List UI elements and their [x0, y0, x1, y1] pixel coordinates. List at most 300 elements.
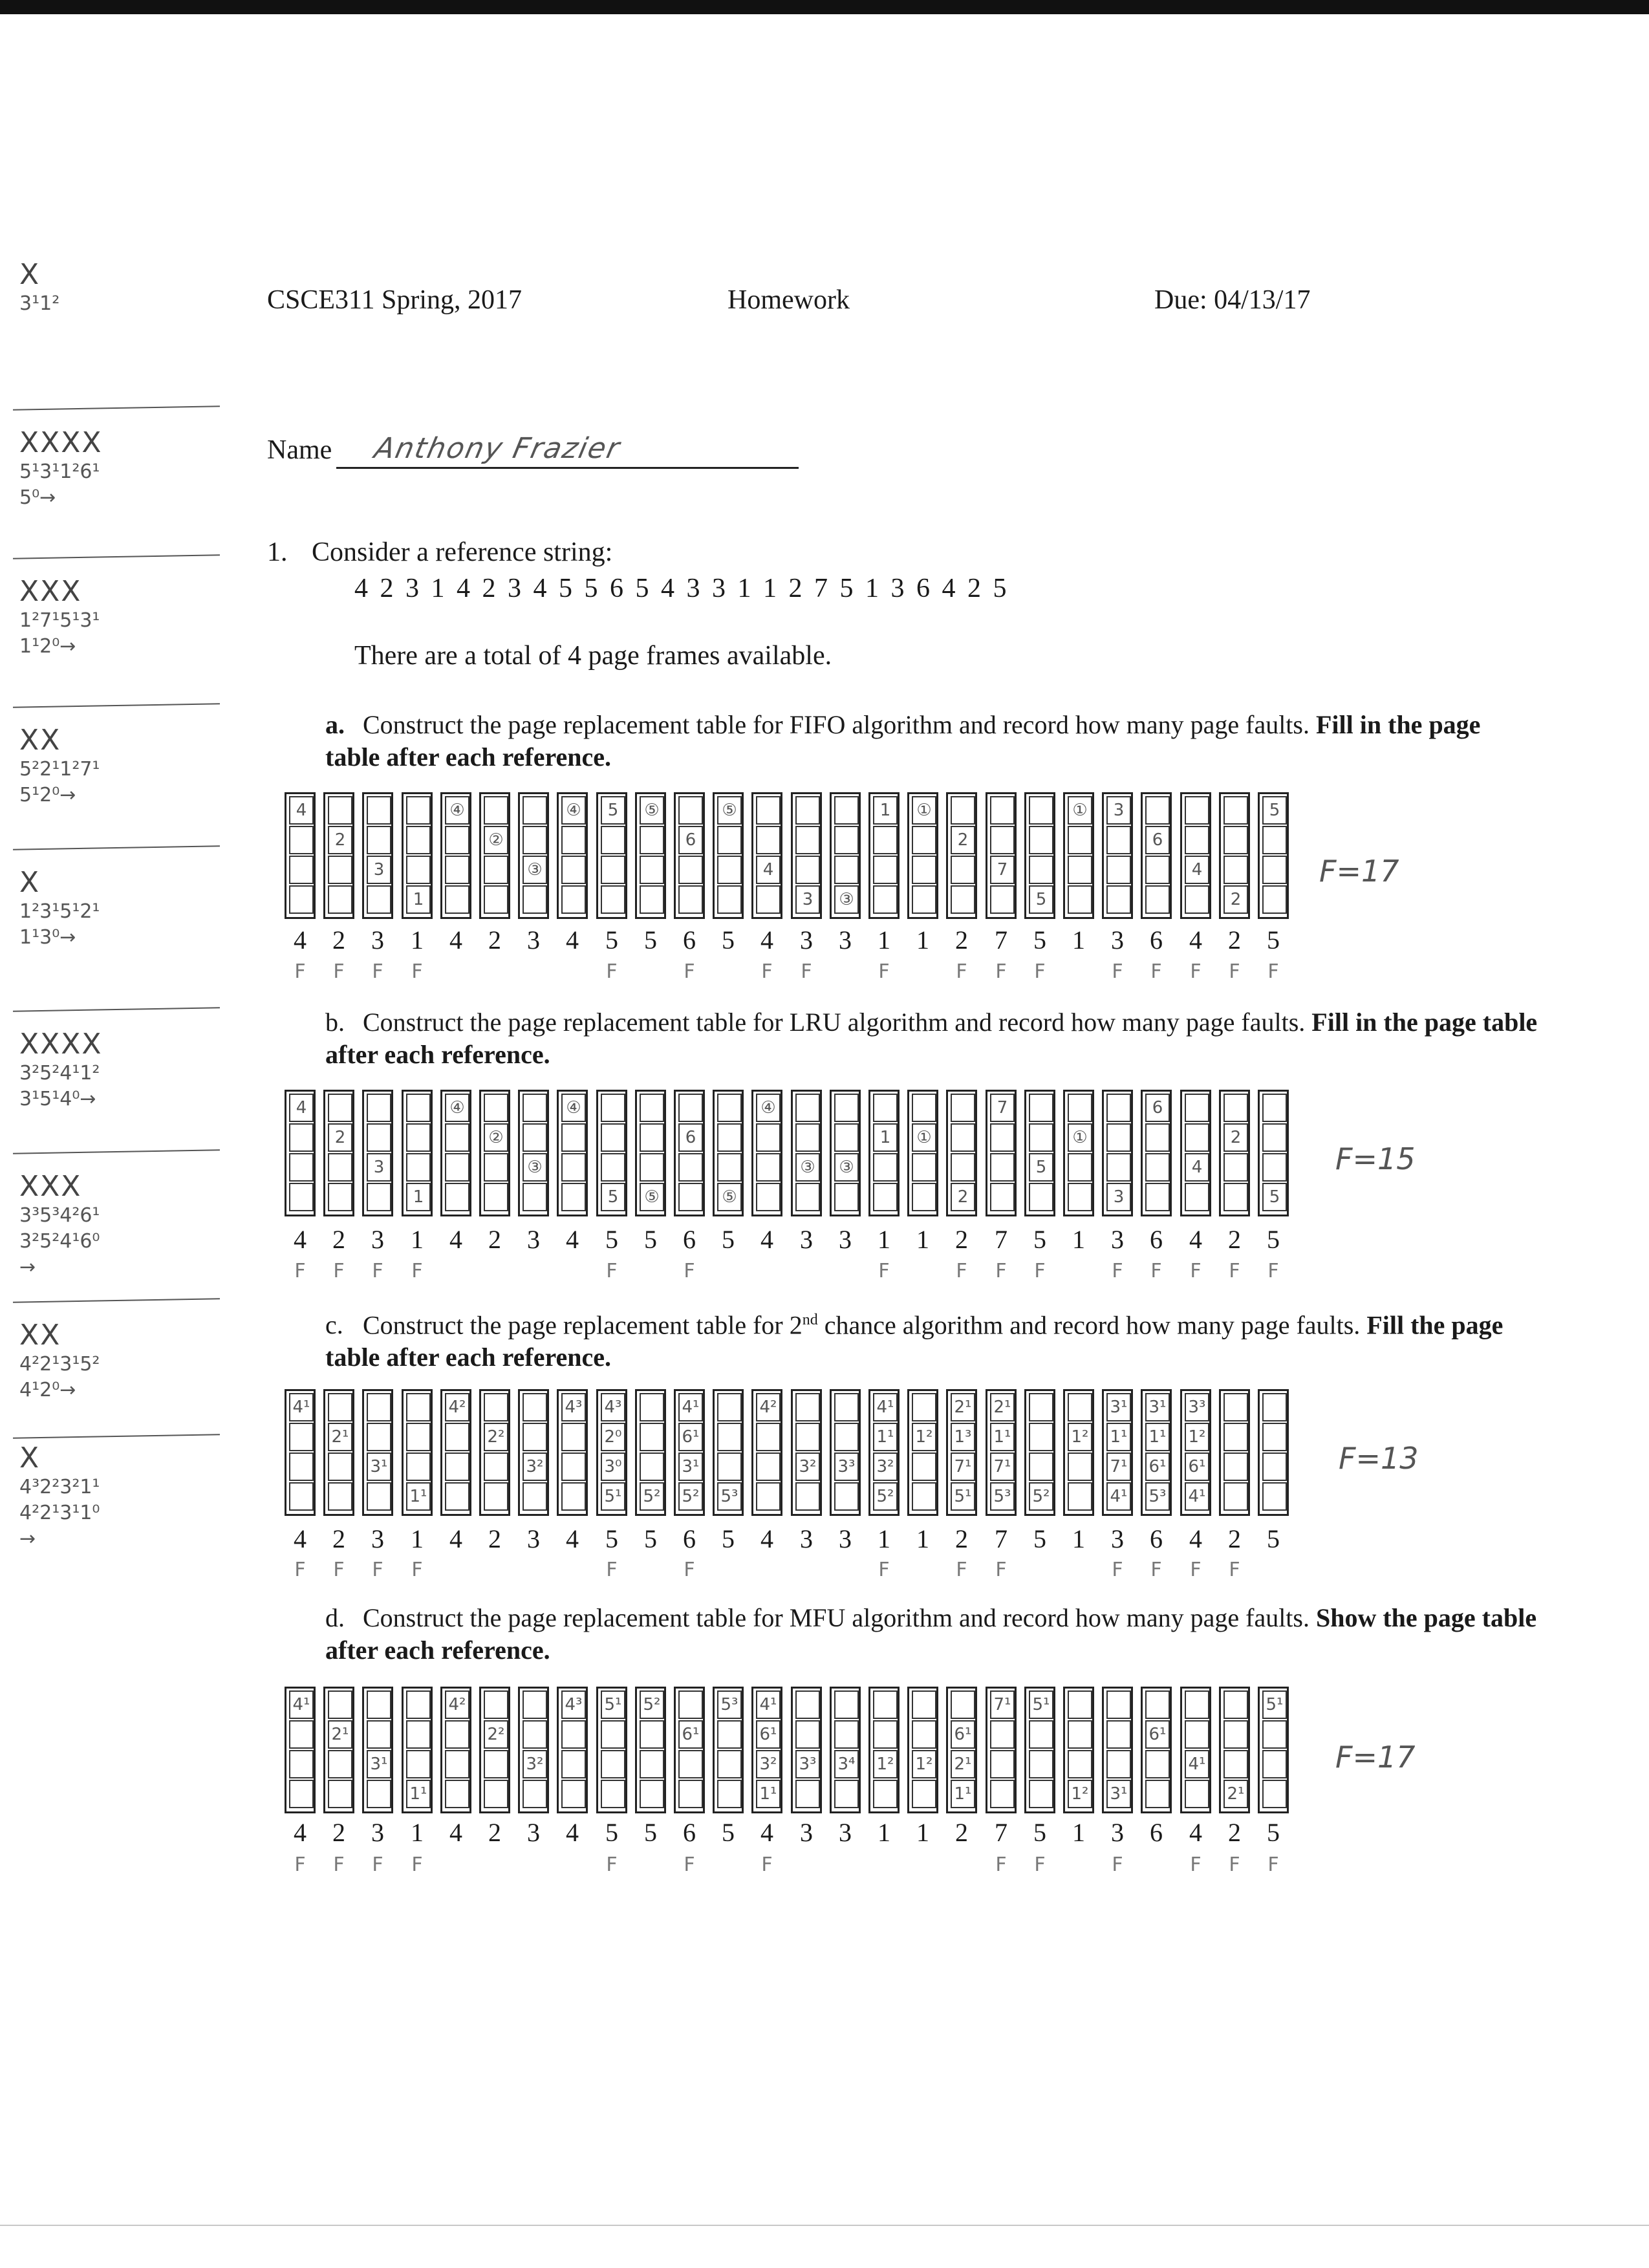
fault-mark: F — [761, 960, 773, 983]
page-table-column — [791, 1389, 822, 1516]
frame-cell — [406, 826, 431, 854]
frame-cell: 4¹ — [1185, 1750, 1209, 1778]
page-table-column — [402, 1090, 433, 1216]
frame-cell: 5² — [640, 1482, 664, 1511]
frame-cell — [1029, 1423, 1053, 1451]
frame-cell: 4¹ — [1106, 1482, 1131, 1511]
reference-number: 2 — [488, 925, 501, 955]
frame-cell — [1262, 1453, 1287, 1481]
frame-cell — [561, 1183, 586, 1211]
frame-cell — [873, 885, 898, 914]
page-table-column — [868, 1389, 900, 1516]
frame-cell — [990, 885, 1015, 914]
reference-number: 1 — [878, 1225, 890, 1254]
margin-divider — [13, 1007, 220, 1012]
reference-number: 1 — [1072, 1818, 1085, 1847]
page-table-column — [713, 1687, 744, 1813]
frame-cell — [1262, 1482, 1287, 1511]
page-table-column — [674, 1687, 705, 1813]
frame-cell — [1106, 856, 1131, 884]
fault-mark: F — [684, 1559, 695, 1581]
page-table-column — [1024, 792, 1055, 919]
frame-cell — [834, 1423, 859, 1451]
margin-divider — [13, 1149, 220, 1154]
margin-note — [19, 1028, 233, 1112]
frame-cell — [1145, 1123, 1170, 1152]
reference-number: 4 — [760, 1524, 773, 1553]
fault-mark: F — [1034, 1853, 1046, 1876]
frame-cell — [834, 1720, 859, 1749]
frame-cell — [795, 1482, 820, 1511]
frame-cell — [1068, 856, 1092, 884]
page-table-column — [1024, 1389, 1055, 1516]
frame-cell — [1145, 1690, 1170, 1719]
frame-cell: 5¹ — [601, 1690, 625, 1719]
frame-cell: 5 — [601, 1183, 625, 1211]
reference-number: 2 — [332, 1524, 345, 1553]
frame-cell — [1029, 1123, 1053, 1152]
page-table-column — [479, 1687, 510, 1813]
reference-number: 5 — [1267, 1225, 1280, 1254]
frame-cell — [367, 1094, 391, 1122]
reference-number: 4 — [1189, 1818, 1202, 1847]
fault-mark: F — [801, 960, 812, 983]
frame-cell — [717, 1750, 742, 1778]
frame-cell: 6 — [1145, 1094, 1170, 1122]
frame-cell: 2¹ — [990, 1393, 1015, 1421]
frame-cell: 4³ — [601, 1393, 625, 1421]
margin-divider — [13, 1434, 220, 1439]
page-table-column — [440, 1687, 471, 1813]
page-table-column — [946, 1389, 977, 1516]
frame-cell — [1029, 1780, 1053, 1808]
reference-number: 3 — [1111, 1225, 1124, 1254]
frame-cell — [873, 1690, 898, 1719]
page-table-column — [1102, 1687, 1133, 1813]
frame-cell: 3 — [367, 1153, 391, 1182]
margin-note-values: 3¹1² — [19, 292, 60, 315]
frame-cell — [795, 1690, 820, 1719]
reference-number: 5 — [1033, 1524, 1046, 1553]
frame-cell: 5¹ — [601, 1482, 625, 1511]
part-c-text: chance algorithm and record how many page faults. — [824, 1310, 1361, 1340]
fault-mark: F — [294, 1853, 306, 1876]
frame-cell — [328, 1780, 352, 1808]
page-table-column — [518, 1090, 549, 1216]
frame-cell — [756, 1453, 781, 1481]
frame-cell — [1262, 1153, 1287, 1182]
frame-cell — [795, 1720, 820, 1749]
frame-cell — [795, 1123, 820, 1152]
frame-cell: 1¹ — [1106, 1423, 1131, 1451]
part-b-text: Construct the page replacement table for LRU algorithm and record how many page faults. — [363, 1008, 1306, 1037]
page-table-column — [907, 1389, 938, 1516]
page-table-column — [986, 1389, 1017, 1516]
frame-cell — [406, 1123, 431, 1152]
frame-cell — [523, 1183, 547, 1211]
fault-mark: F — [1190, 960, 1202, 983]
frame-cell: 5¹ — [1029, 1690, 1053, 1719]
frame-cell — [561, 1720, 586, 1749]
frame-cell — [912, 1153, 936, 1182]
reference-number: 1 — [916, 925, 929, 955]
frame-cell — [328, 1750, 352, 1778]
frame-cell — [367, 1393, 391, 1421]
frame-cell — [328, 1094, 352, 1122]
reference-number: 2 — [955, 925, 968, 955]
frame-cell: ⑤ — [717, 1183, 742, 1211]
reference-number: 2 — [955, 1818, 968, 1847]
reference-number: 4 — [294, 1524, 307, 1553]
reference-number: 2 — [488, 1225, 501, 1254]
frame-cell — [289, 1750, 314, 1778]
frame-cell: ③ — [834, 1153, 859, 1182]
frame-cell — [1223, 1690, 1248, 1719]
part-b-bold: Fill in the page table after each reference. — [325, 1008, 1538, 1069]
reference-number: 2 — [1228, 925, 1241, 955]
frame-cell — [484, 1153, 508, 1182]
frame-cell: 2 — [951, 1183, 975, 1211]
reference-number: 7 — [995, 925, 1008, 955]
frame-cell: 4¹ — [1185, 1482, 1209, 1511]
frame-cell: 6¹ — [951, 1720, 975, 1749]
frame-cell — [640, 1123, 664, 1152]
page-table-column — [440, 1090, 471, 1216]
reference-number: 4 — [566, 1524, 579, 1553]
fifo-sequence — [285, 925, 1306, 957]
reference-number: 4 — [449, 1524, 462, 1553]
frame-cell: 1¹ — [406, 1780, 431, 1808]
page-table-column — [868, 1687, 900, 1813]
frame-cell — [523, 1123, 547, 1152]
frame-cell — [640, 1780, 664, 1808]
frame-cell — [640, 826, 664, 854]
frame-cell — [951, 1123, 975, 1152]
frame-cell — [1029, 1183, 1053, 1211]
page-table-column — [986, 792, 1017, 919]
frame-cell: 3² — [756, 1750, 781, 1778]
frame-cell: 3³ — [1185, 1393, 1209, 1421]
frame-cell: 4 — [1185, 856, 1209, 884]
frame-cell — [1223, 1183, 1248, 1211]
reference-number: 3 — [800, 1225, 813, 1254]
margin-note — [19, 259, 233, 317]
margin-note — [19, 1171, 233, 1280]
frame-cell — [678, 1750, 703, 1778]
reference-number: 3 — [527, 925, 540, 955]
reference-number: 3 — [371, 1524, 384, 1553]
page-table-column — [1219, 1090, 1250, 1216]
frame-cell — [406, 1453, 431, 1481]
page-table-column — [946, 1090, 977, 1216]
frame-cell — [367, 826, 391, 854]
margin-note — [19, 427, 233, 511]
reference-number: 7 — [995, 1818, 1008, 1847]
frame-cell — [1029, 856, 1053, 884]
reference-number: 2 — [1228, 1225, 1241, 1254]
page-table-column — [1102, 1389, 1133, 1516]
fault-mark: F — [411, 1260, 423, 1282]
frame-cell — [328, 1393, 352, 1421]
fault-mark: F — [1267, 1853, 1279, 1876]
fifo-fault-marks — [285, 960, 1306, 993]
frame-cell — [1068, 1153, 1092, 1182]
fault-mark: F — [372, 960, 383, 983]
frame-cell: 1¹ — [873, 1423, 898, 1451]
frame-cell — [328, 856, 352, 884]
frame-cell: 1 — [873, 796, 898, 825]
frame-cell — [1068, 1094, 1092, 1122]
reference-number: 5 — [605, 1818, 618, 1847]
page-table-column — [1180, 1687, 1211, 1813]
page-table-column — [479, 792, 510, 919]
page-table-column — [518, 1389, 549, 1516]
part-c-text-pre: Construct the page replacement table for 2 — [363, 1310, 803, 1340]
fault-mark: F — [1150, 1559, 1162, 1581]
reference-number: 3 — [800, 1524, 813, 1553]
reference-number: 4 — [760, 925, 773, 955]
frame-cell — [640, 885, 664, 914]
fault-mark: F — [1034, 960, 1046, 983]
frame-cell — [445, 1183, 469, 1211]
frame-cell — [1223, 1393, 1248, 1421]
page-table-column — [362, 1687, 393, 1813]
frame-cell — [717, 1720, 742, 1749]
frame-cell — [367, 1690, 391, 1719]
frame-cell — [873, 1780, 898, 1808]
frame-cell — [367, 1423, 391, 1451]
fault-mark: F — [1112, 1853, 1123, 1876]
fault-mark: F — [956, 1559, 967, 1581]
margin-note-marks: XXX — [19, 1170, 82, 1203]
margin-note-marks: X — [19, 258, 41, 291]
frame-cell — [717, 1094, 742, 1122]
reference-number: 3 — [839, 1524, 852, 1553]
lru-fault-marks — [285, 1260, 1306, 1292]
fault-mark: F — [411, 1559, 423, 1581]
page-table-column — [402, 1389, 433, 1516]
frame-cell — [484, 1183, 508, 1211]
frame-cell — [912, 1690, 936, 1719]
reference-number: 5 — [644, 1818, 657, 1847]
frame-cell — [601, 826, 625, 854]
frame-cell — [289, 1482, 314, 1511]
page-table-column — [596, 1389, 627, 1516]
fault-mark: F — [1150, 1260, 1162, 1282]
page-table-column — [830, 1090, 861, 1216]
page-table-column — [402, 792, 433, 919]
page-table-column — [830, 1687, 861, 1813]
fault-mark: F — [333, 1260, 345, 1282]
page-table-column — [1024, 1090, 1055, 1216]
frame-cell — [406, 1690, 431, 1719]
frames-text: There are a total of 4 page frames available. — [354, 641, 832, 671]
reference-number: 5 — [1033, 1818, 1046, 1847]
reference-number: 1 — [411, 1524, 424, 1553]
frame-cell — [1068, 1720, 1092, 1749]
frame-cell: 6¹ — [1185, 1453, 1209, 1481]
page-table-column — [946, 1687, 977, 1813]
fault-mark: F — [606, 1853, 618, 1876]
frame-cell: 5³ — [717, 1690, 742, 1719]
frame-cell — [1262, 1423, 1287, 1451]
reference-number: 4 — [449, 1225, 462, 1254]
page-table-column — [1219, 1687, 1250, 1813]
part-c-sup: nd — [802, 1312, 818, 1328]
frame-cell — [717, 1153, 742, 1182]
frame-cell — [561, 1423, 586, 1451]
frame-cell: 3¹ — [1106, 1393, 1131, 1421]
frame-cell: 3⁰ — [601, 1453, 625, 1481]
frame-cell — [1185, 826, 1209, 854]
frame-cell — [756, 1423, 781, 1451]
student-signature: Anthony Frazier — [371, 432, 624, 465]
frame-cell — [289, 1153, 314, 1182]
frame-cell: 1² — [1068, 1423, 1092, 1451]
frame-cell: 7 — [990, 1094, 1015, 1122]
frame-cell: 7 — [990, 856, 1015, 884]
reference-number: 2 — [332, 925, 345, 955]
frame-cell — [367, 1123, 391, 1152]
fault-mark: F — [878, 960, 890, 983]
reference-number: 5 — [1033, 1225, 1046, 1254]
page-table-column — [635, 792, 666, 919]
frame-cell — [289, 826, 314, 854]
page-table-column — [713, 792, 744, 919]
page-table-column — [1219, 792, 1250, 919]
frame-cell — [561, 1123, 586, 1152]
course-title: CSCE311 Spring, 2017 — [267, 285, 522, 315]
frame-cell: 4³ — [561, 1690, 586, 1719]
fault-mark: F — [995, 1260, 1007, 1282]
fault-mark: F — [606, 1260, 618, 1282]
frame-cell — [717, 1453, 742, 1481]
frame-cell: ③ — [523, 1153, 547, 1182]
reference-number: 3 — [527, 1524, 540, 1553]
frame-cell: 1² — [1185, 1423, 1209, 1451]
frame-cell — [1068, 1750, 1092, 1778]
reference-number: 3 — [371, 1225, 384, 1254]
frame-cell — [289, 1123, 314, 1152]
frame-cell: 2 — [328, 1123, 352, 1152]
frame-cell: 1¹ — [406, 1482, 431, 1511]
frame-cell — [678, 1780, 703, 1808]
frame-cell: ① — [912, 1123, 936, 1152]
frame-cell: 4¹ — [678, 1393, 703, 1421]
reference-number: 3 — [371, 1818, 384, 1847]
reference-number: 1 — [411, 1818, 424, 1847]
frame-cell — [484, 1690, 508, 1719]
frame-cell — [717, 1780, 742, 1808]
margin-divider — [13, 1298, 220, 1303]
frame-cell — [523, 1720, 547, 1749]
page-table-column — [596, 1687, 627, 1813]
frame-cell: 1 — [406, 1183, 431, 1211]
margin-divider — [13, 554, 220, 559]
frame-cell — [1223, 1453, 1248, 1481]
frame-cell: 4¹ — [756, 1690, 781, 1719]
frame-cell — [912, 1482, 936, 1511]
frame-cell: 1¹ — [1145, 1423, 1170, 1451]
frame-cell — [1068, 1690, 1092, 1719]
frame-cell — [678, 885, 703, 914]
reference-number: 4 — [294, 925, 307, 955]
frame-cell — [561, 1750, 586, 1778]
frame-cell — [756, 826, 781, 854]
frame-cell — [1185, 796, 1209, 825]
frame-cell: 4 — [289, 1094, 314, 1122]
frame-cell: 1¹ — [756, 1780, 781, 1808]
frame-cell — [328, 1690, 352, 1719]
page-table-column — [285, 792, 316, 919]
frame-cell: 5³ — [1145, 1482, 1170, 1511]
margin-note-values: 5¹3¹1²6¹ 5⁰→ — [19, 460, 100, 509]
page-table-column — [751, 1090, 782, 1216]
page-table-column — [440, 792, 471, 919]
frame-cell — [523, 796, 547, 825]
frame-cell — [873, 1153, 898, 1182]
frame-cell: ② — [484, 1123, 508, 1152]
page-table-column — [791, 1090, 822, 1216]
frame-cell — [990, 1780, 1015, 1808]
frame-cell — [289, 1453, 314, 1481]
page-table-column — [285, 1389, 316, 1516]
frame-cell — [678, 796, 703, 825]
fault-mark: F — [372, 1853, 383, 1876]
frame-cell: 1² — [1068, 1780, 1092, 1808]
page-table-column — [635, 1090, 666, 1216]
frame-cell — [445, 1453, 469, 1481]
part-c-bold: Fill the page table after each reference. — [325, 1310, 1503, 1372]
fault-mark: F — [1150, 960, 1162, 983]
frame-cell: 3¹ — [367, 1750, 391, 1778]
frame-cell — [484, 1750, 508, 1778]
frame-cell — [912, 1780, 936, 1808]
frame-cell: 5² — [1029, 1482, 1053, 1511]
page-table-column — [1141, 1389, 1172, 1516]
frame-cell: 1 — [406, 885, 431, 914]
frame-cell: 2 — [328, 826, 352, 854]
fault-mark: F — [684, 1260, 695, 1282]
margin-note-marks: XXXX — [19, 426, 103, 459]
frame-cell: 6¹ — [1145, 1453, 1170, 1481]
frame-cell — [1106, 1153, 1131, 1182]
frame-cell: 2² — [484, 1423, 508, 1451]
frame-cell: 3¹ — [367, 1453, 391, 1481]
margin-note-marks: X — [19, 866, 41, 899]
frame-cell — [990, 1123, 1015, 1152]
page-table-column — [1258, 1687, 1289, 1813]
page-table-column — [830, 1389, 861, 1516]
page-table-column — [557, 1687, 588, 1813]
page-table-column — [986, 1687, 1017, 1813]
frame-cell: ③ — [834, 885, 859, 914]
reference-number: 3 — [1111, 1524, 1124, 1553]
page-table-column — [674, 1090, 705, 1216]
frame-cell — [640, 1720, 664, 1749]
reference-number: 1 — [878, 1818, 890, 1847]
page-table-column — [402, 1687, 433, 1813]
fault-mark: F — [684, 1853, 695, 1876]
page-table-column — [674, 1389, 705, 1516]
frame-cell — [1068, 885, 1092, 914]
page-table-column — [1063, 1389, 1094, 1516]
reference-number: 5 — [605, 925, 618, 955]
fault-mark: F — [333, 1559, 345, 1581]
frame-cell — [601, 1720, 625, 1749]
frame-cell — [873, 856, 898, 884]
frame-cell: 7¹ — [990, 1690, 1015, 1719]
